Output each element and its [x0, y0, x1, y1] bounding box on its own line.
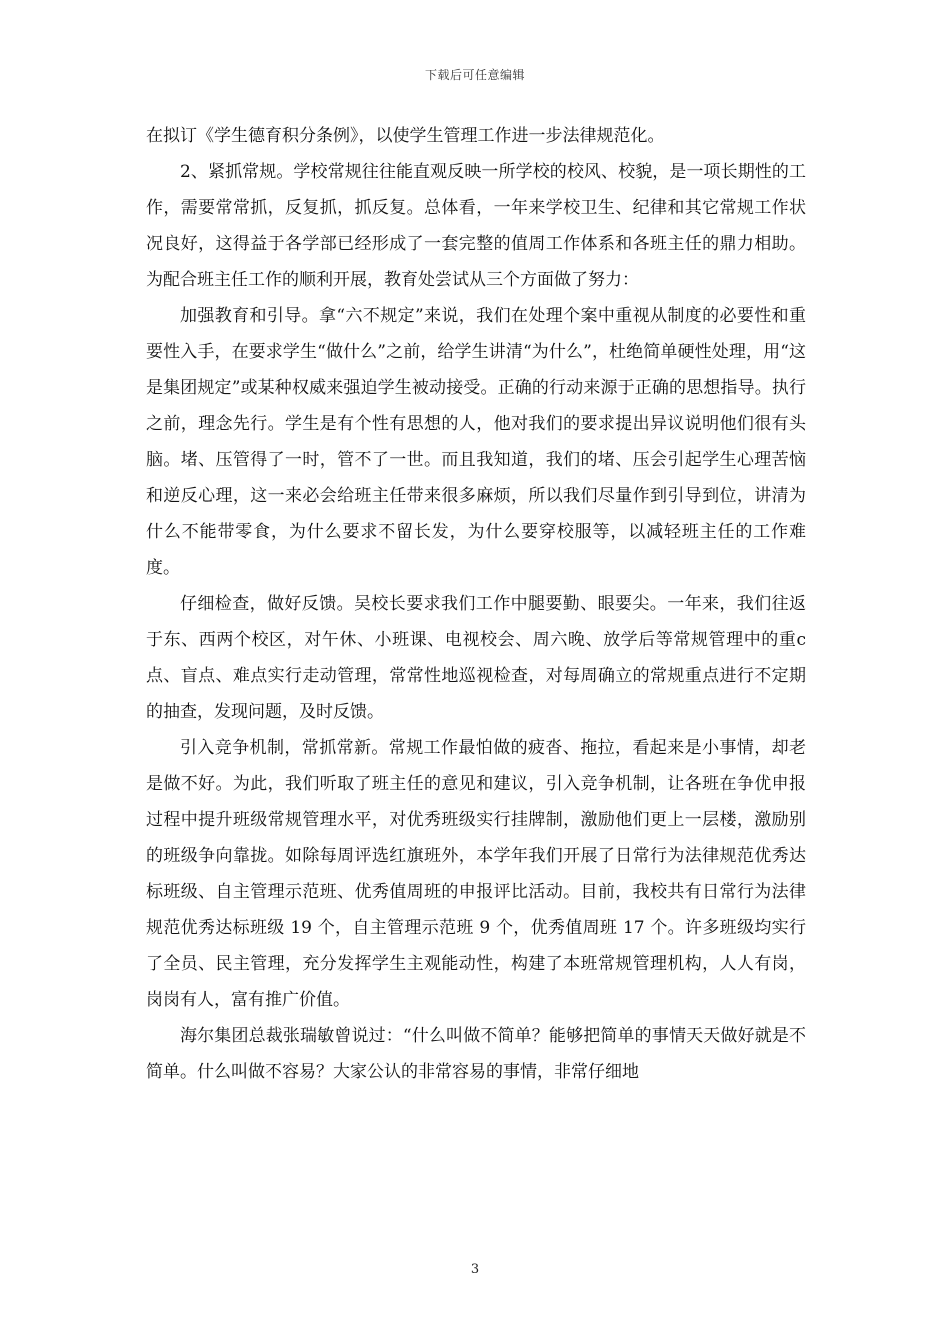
paragraph-2: 2、紧抓常规。学校常规往往能直观反映一所学校的校风、校貌，是一项长期性的工作，需要常常抓，反复抓，抓反复。总体看，一年来学校卫生、纪律和其它常规工作状况良好，这得益于各学部已经形成了一套完整的值周工作体系和各班主任的鼎力相助。为配合班主任工作的顺利开展，教育处尝试从三个方面做了努力： — [146, 162, 806, 290]
paragraph-5: 引入竞争机制，常抓常新。常规工作最怕做的疲沓、拖拉，看起来是小事情，却老是做不好。为此，我们听取了班主任的意见和建议，引入竞争机制，让各班在争优申报过程中提升班级常规管理水平，对优秀班级实行挂牌制，激励他们更上一层楼，激励别的班级争向靠拢。如除每周评选红旗班外，本学年我们开展了日常行为法律规范优秀达标班级、自主管理示范班、优秀值周班的申报评比活动。目前，我校共有日常行为法律规范优秀达标班级 19 个，自主管理示范班 9 个，优秀值周班 17 个。许多班级均实行了全员、民主管理，充分发挥学生主观能动性，构建了本班常规管理机构，人人有岗，岗岗有人，富有推广价值。 — [146, 738, 806, 1010]
paragraph-3: 加强教育和引导。拿“六不规定”来说，我们在处理个案中重视从制度的必要性和重要性入手，在要求学生“做什么”之前，给学生讲清“为什么”，杜绝简单硬性处理，用“这是集团规定”或某种权威来强迫学生被动接受。正确的行动来源于正确的思想指导。执行之前，理念先行。学生是有个性有思想的人，他对我们的要求提出异议说明他们很有头脑。堵、压管得了一时，管不了一世。而且我知道，我们的堵、压会引起学生心理苦恼和逆反心理，这一来必会给班主任带来很多麻烦，所以我们尽量作到引导到位，讲清为什么不能带零食，为什么要求不留长发，为什么要穿校服等，以减轻班主任的工作难度。 — [146, 306, 806, 578]
document-body — [146, 118, 806, 1090]
paragraph-6: 海尔集团总裁张瑞敏曾说过：“什么叫做不简单？能够把简单的事情天天做好就是不简单。什么叫做不容易？大家公认的非常容易的事情，非常仔细地 — [146, 1026, 806, 1082]
paragraph-4: 仔细检查，做好反馈。吴校长要求我们工作中腿要勤、眼要尖。一年来，我们往返于东、西两个校区，对午休、小班课、电视校会、周六晚、放学后等常规管理中的重c点、盲点、难点实行走动管理，常常性地巡视检查，对每周确立的常规重点进行不定期的抽查，发现问题，及时反馈。 — [146, 594, 806, 722]
page-header: 下载后可任意编辑 — [424, 68, 525, 82]
page-number: 3 — [470, 1262, 480, 1277]
paragraph-1: 在拟订《学生德育积分条例》，以使学生管理工作进一步法律规范化。 — [146, 126, 665, 146]
